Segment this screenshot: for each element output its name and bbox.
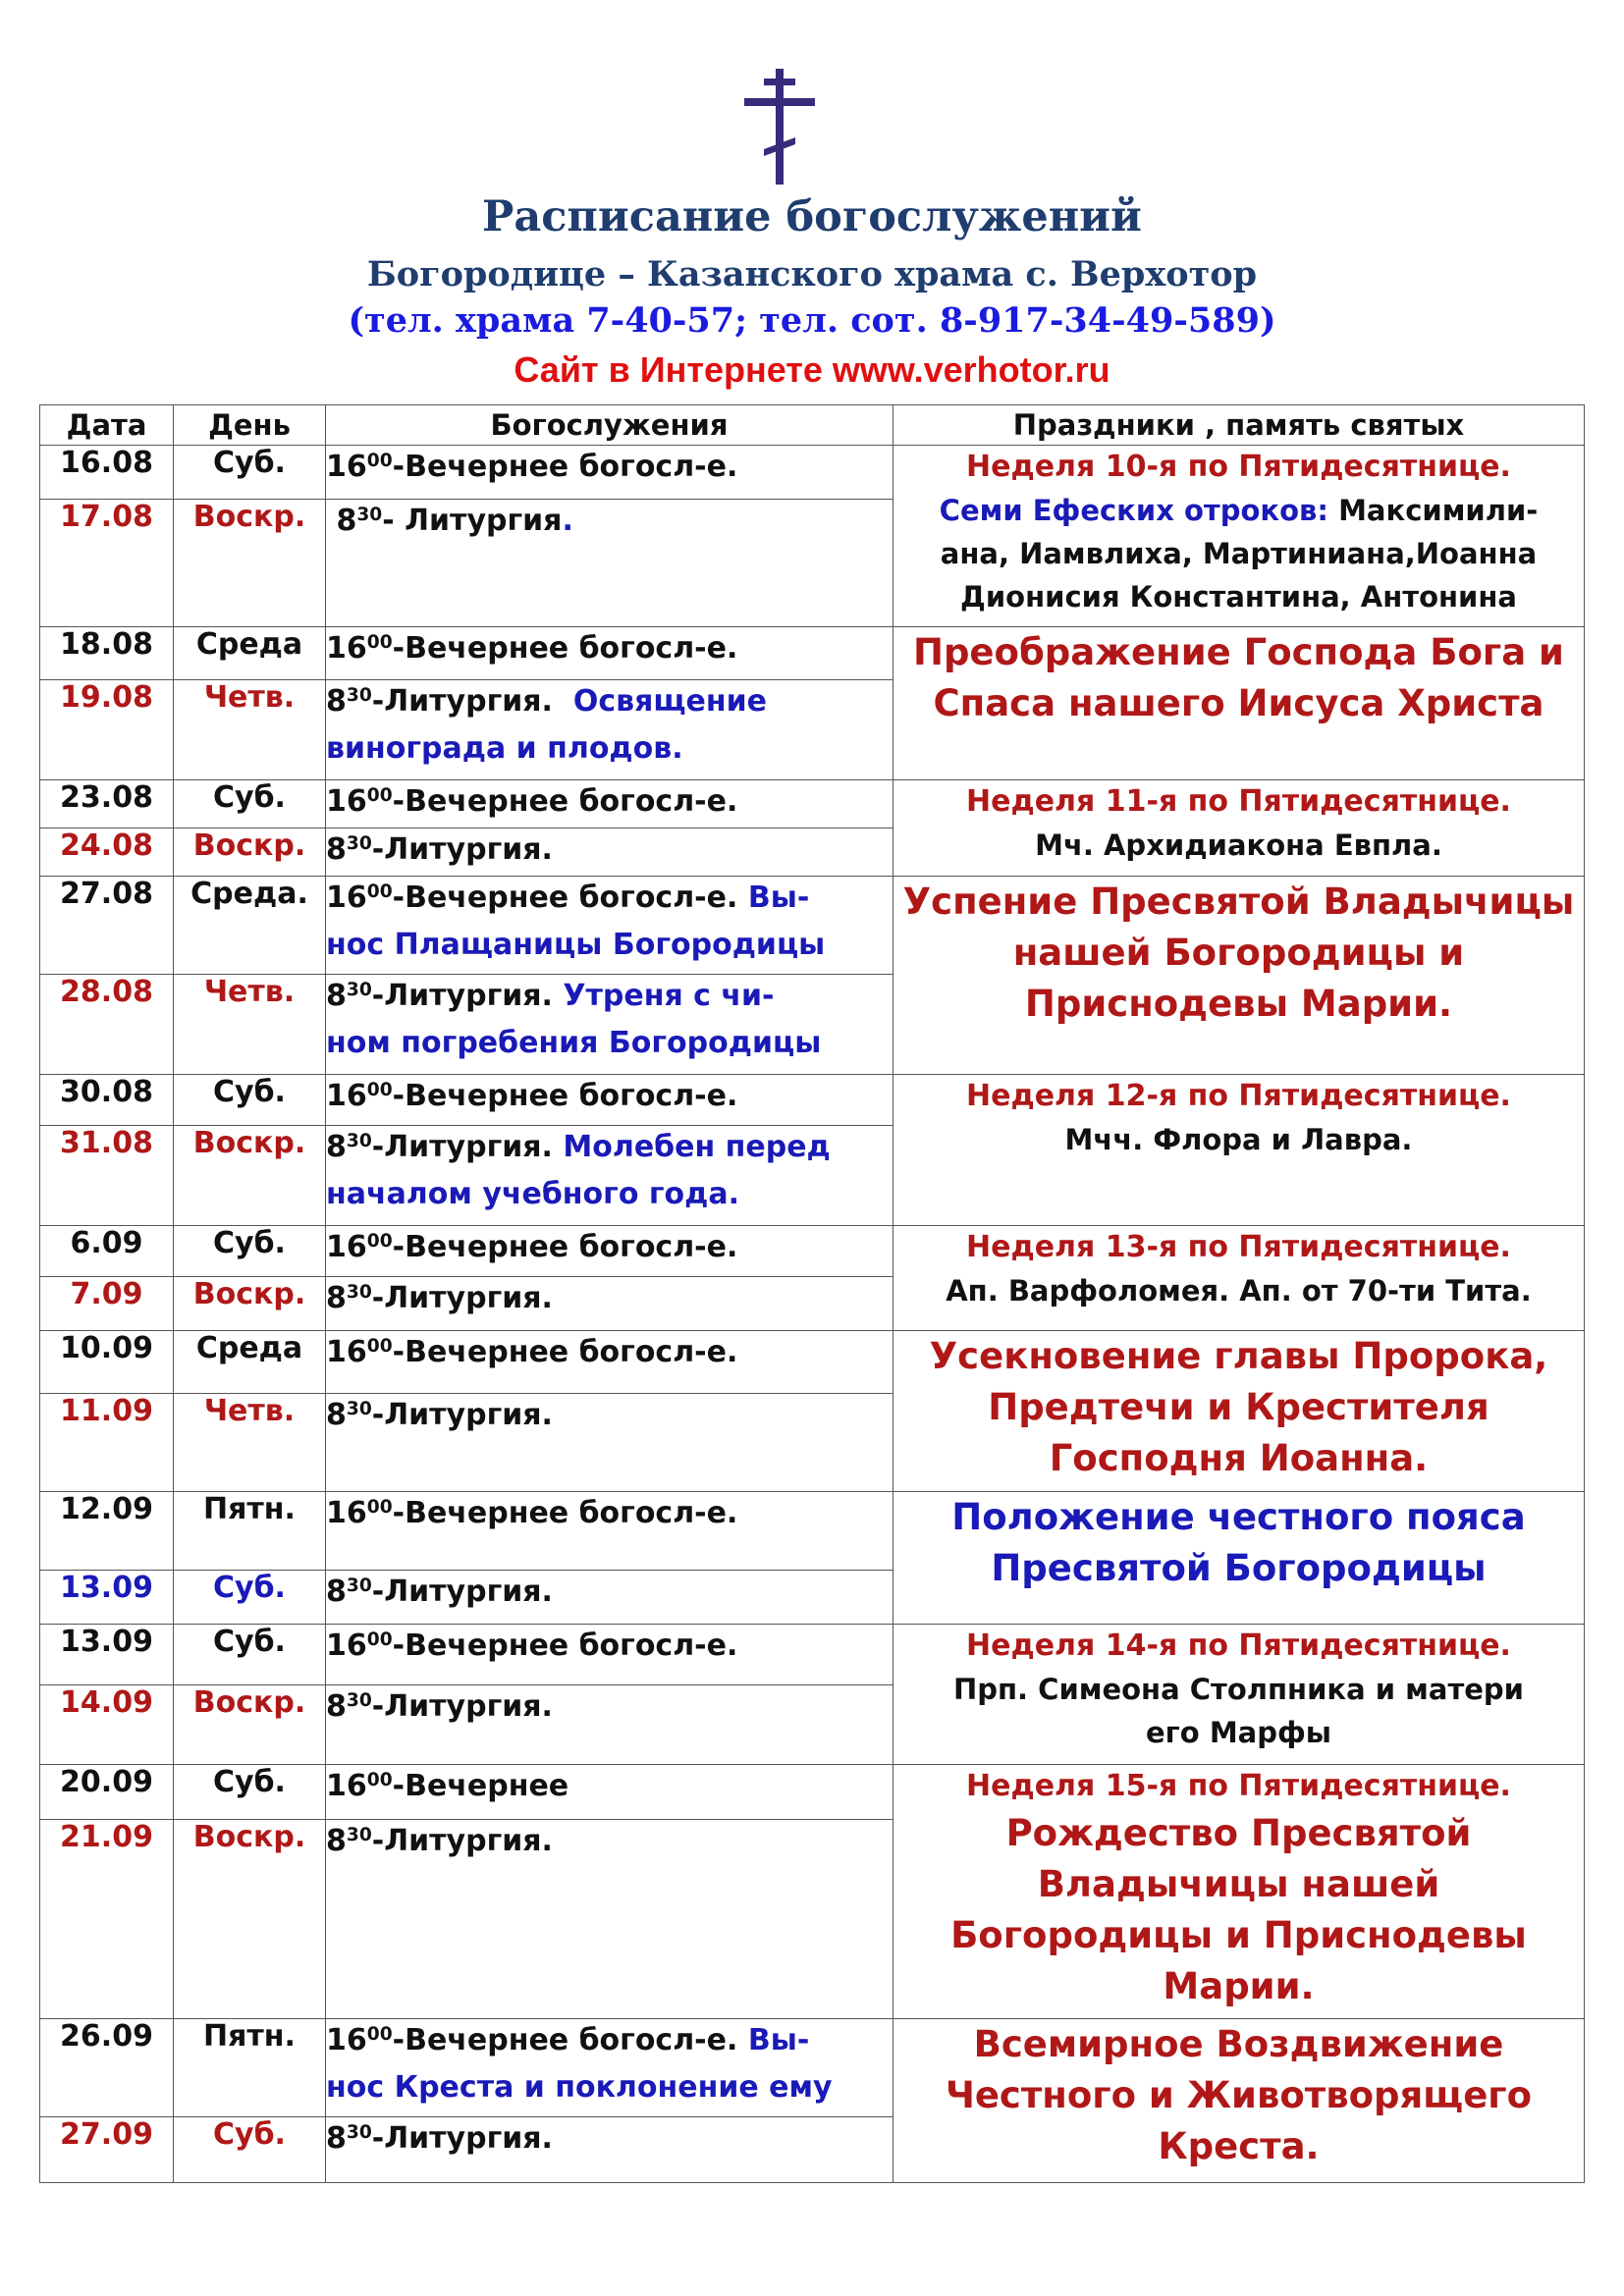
column-header-feasts: Праздники , память святых — [893, 405, 1585, 446]
schedule-table — [39, 404, 1585, 2183]
table-header-row — [40, 405, 1585, 446]
feast-cell: Неделя 10-я по Пятидесятнице. Семи Ефеских отроков: Максимили- ана, Иамвлиха, Мартиниана,Иоанна Дионисия Константина, Антонина — [893, 446, 1585, 627]
column-header-day: День — [174, 405, 326, 446]
date-cell: 24.08 — [40, 828, 174, 877]
column-header-services: Богослужения — [326, 405, 893, 446]
date-cell: 31.08 — [40, 1126, 174, 1226]
day-cell: Суб. — [174, 780, 326, 828]
day-cell: Суб. — [174, 2117, 326, 2183]
service-cell: $8^{30}$-Литургия. Утреня с чи- ном погребения Богородицы — [326, 975, 893, 1075]
service-cell: $8^{30}$-Литургия. Молебен перед началом учебного года. — [326, 1126, 893, 1226]
date-cell: 14.09 — [40, 1685, 174, 1765]
feast-cell: Успение Пресвятой Владычицы нашей Богородицы и Приснодевы Марии. — [893, 877, 1585, 1075]
day-cell: Суб. — [174, 1226, 326, 1277]
service-cell: $16^{00}$-Вечернее богосл-е. — [326, 1226, 893, 1277]
date-cell: 28.08 — [40, 975, 174, 1075]
date-cell: 18.08 — [40, 627, 174, 680]
service-cell: $16^{00}$-Вечернее богосл-е. — [326, 1075, 893, 1126]
service-cell: $8^{30}$-Литургия. Освящение винограда и плодов. — [326, 680, 893, 780]
table-row — [40, 877, 1585, 975]
feast-cell: Всемирное Воздвижение Честного и Животворящего Креста. — [893, 2019, 1585, 2183]
feast-cell: Неделя 12-я по Пятидесятнице. Мчч. Флора и Лавра. — [893, 1075, 1585, 1226]
table-row — [40, 627, 1585, 680]
day-cell: Воскр. — [174, 1126, 326, 1226]
service-cell: $8^{30}$-Литургия. — [326, 1277, 893, 1331]
date-cell: 17.08 — [40, 500, 174, 627]
feast-cell: Неделя 13-я по Пятидесятнице. Ап. Варфоломея. Ап. от 70-ти Тита. — [893, 1226, 1585, 1331]
service-cell: $8^{30}$-Литургия. — [326, 1685, 893, 1765]
table-row — [40, 1625, 1585, 1685]
service-cell: $8^{30}-$ Литургия. — [326, 500, 893, 627]
day-cell: Четв. — [174, 1394, 326, 1492]
day-cell: Суб. — [174, 1765, 326, 1820]
table-row — [40, 1331, 1585, 1394]
feast-cell: Неделя 11-я по Пятидесятнице. Мч. Архидиакона Евпла. — [893, 780, 1585, 877]
phone-numbers: (тел. храма 7-40-57; тел. сот. 8-917-34-49-589) — [348, 300, 1276, 341]
day-cell: Среда — [174, 627, 326, 680]
day-cell: Пятн. — [174, 1492, 326, 1571]
service-cell: $8^{30}$-Литургия. — [326, 828, 893, 877]
table-row — [40, 780, 1585, 828]
table-row — [40, 1492, 1585, 1571]
day-cell: Воскр. — [174, 1685, 326, 1765]
date-cell: 12.09 — [40, 1492, 174, 1571]
page-title: Расписание богослужений — [482, 192, 1142, 241]
day-cell: Суб. — [174, 446, 326, 500]
table-row — [40, 1226, 1585, 1277]
day-cell: Пятн. — [174, 2019, 326, 2117]
day-cell: Воскр. — [174, 500, 326, 627]
service-cell: $16^{00}$-Вечернее богосл-е. — [326, 446, 893, 500]
website-line: Сайт в Интернете www.verhotor.ru — [514, 349, 1110, 390]
feast-cell: Положение честного пояса Пресвятой Богородицы — [893, 1492, 1585, 1625]
service-cell: $16^{00}$-Вечернее богосл-е. — [326, 1492, 893, 1571]
service-cell: $16^{00}$-Вечернее богосл-е. Вы- нос Плащаницы Богородицы — [326, 877, 893, 975]
date-cell: 20.09 — [40, 1765, 174, 1820]
date-cell: 26.09 — [40, 2019, 174, 2117]
day-cell: Среда — [174, 1331, 326, 1394]
feast-cell: Преображение Господа Бога и Спаса нашего Иисуса Христа — [893, 627, 1585, 780]
day-cell: Четв. — [174, 975, 326, 1075]
service-cell: $8^{30}$-Литургия. — [326, 1820, 893, 2019]
date-cell: 21.09 — [40, 1820, 174, 2019]
service-cell: $16^{00}$-Вечернее богосл-е. — [326, 1625, 893, 1685]
sunday-label: Неделя 10-я по Пятидесятнице. — [966, 450, 1511, 484]
service-cell: $16^{00}$-Вечернее богосл-е. — [326, 627, 893, 680]
date-cell: 13.09 — [40, 1571, 174, 1625]
day-cell: Воскр. — [174, 1820, 326, 2019]
column-header-date: Дата — [40, 405, 174, 446]
service-cell: $8^{30}$-Литургия. — [326, 2117, 893, 2183]
day-cell: Суб. — [174, 1571, 326, 1625]
table-row — [40, 1075, 1585, 1126]
service-cell: $8^{30}$-Литургия. — [326, 1571, 893, 1625]
feast-cell: Усекновение главы Пророка, Предтечи и Крестителя Господня Иоанна. — [893, 1331, 1585, 1492]
date-cell: 19.08 — [40, 680, 174, 780]
day-cell: Суб. — [174, 1625, 326, 1685]
service-cell: $16^{00}$-Вечернее — [326, 1765, 893, 1820]
date-cell: 11.09 — [40, 1394, 174, 1492]
date-cell: 7.09 — [40, 1277, 174, 1331]
date-cell: 27.09 — [40, 2117, 174, 2183]
service-cell: $16^{00}$-Вечернее богосл-е. Вы- нос Креста и поклонение ему — [326, 2019, 893, 2117]
date-cell: 10.09 — [40, 1331, 174, 1394]
date-cell: 27.08 — [40, 877, 174, 975]
service-cell: $16^{00}$-Вечернее богосл-е. — [326, 1331, 893, 1394]
date-cell: 30.08 — [40, 1075, 174, 1126]
church-name: Богородице – Казанского храма с. Верхотор — [366, 254, 1258, 294]
date-cell: 6.09 — [40, 1226, 174, 1277]
service-cell: $16^{00}$-Вечернее богосл-е. — [326, 780, 893, 828]
day-cell: Среда. — [174, 877, 326, 975]
date-cell: 13.09 — [40, 1625, 174, 1685]
table-row — [40, 2019, 1585, 2117]
day-cell: Воскр. — [174, 828, 326, 877]
service-cell: $8^{30}$-Литургия. — [326, 1394, 893, 1492]
orthodox-cross-icon — [738, 69, 821, 185]
table-row — [40, 446, 1585, 500]
date-cell: 23.08 — [40, 780, 174, 828]
feast-cell: Неделя 15-я по Пятидесятнице. Рождество Пресвятой Владычицы нашей Богородицы и Приснодевы Марии. — [893, 1765, 1585, 2019]
day-cell: Воскр. — [174, 1277, 326, 1331]
date-cell: 16.08 — [40, 446, 174, 500]
day-cell: Суб. — [174, 1075, 326, 1126]
table-row — [40, 1765, 1585, 1820]
feast-cell: Неделя 14-я по Пятидесятнице. Прп. Симеона Столпника и матери его Марфы — [893, 1625, 1585, 1765]
day-cell: Четв. — [174, 680, 326, 780]
